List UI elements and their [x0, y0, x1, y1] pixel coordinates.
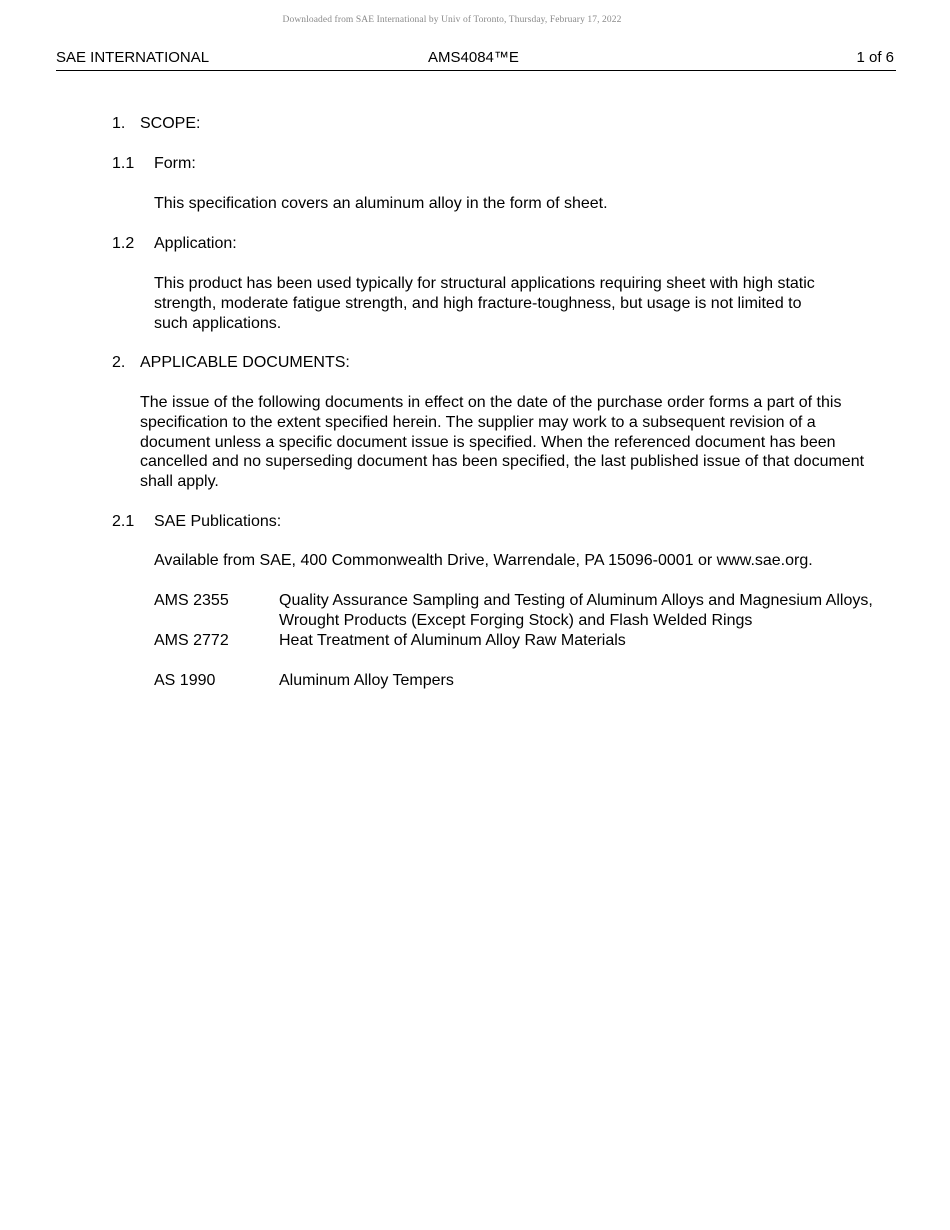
section-2-text: The issue of the following documents in effect on the date of the purchase order forms a part of this specification to the extent specified herein. The supplier may work to a subsequent revision of a document unless a specific document issue is specified. When the referenced document has been cancelled and no superseding document has been specified, the last published issue of that document shall apply. — [140, 394, 865, 491]
section-2-1-title: SAE Publications: — [154, 513, 282, 530]
section-1-2-title: Application: — [154, 235, 237, 252]
reference-code: AMS 2355 — [154, 592, 229, 609]
header-document-id: AMS4084™E — [428, 49, 519, 66]
section-1-2-number: 1.2 — [112, 235, 135, 252]
section-1-number: 1. — [112, 115, 126, 132]
section-1-title: SCOPE: — [140, 115, 201, 132]
reference-title: Quality Assurance Sampling and Testing of Aluminum Alloys and Magnesium Alloys, Wrought Products (Except Forging Stock) and Flash Welded Rings — [279, 592, 873, 629]
reference-title: Aluminum Alloy Tempers — [279, 672, 454, 689]
reference-title: Heat Treatment of Aluminum Alloy Raw Materials — [279, 632, 626, 649]
reference-code: AMS 2772 — [154, 632, 229, 649]
download-watermark: Downloaded from SAE International by Univ of Toronto, Thursday, February 17, 2022 — [282, 15, 622, 25]
section-2-1-number: 2.1 — [112, 513, 135, 530]
section-1-2-text: This product has been used typically for structural applications requiring sheet with high static strength, moderate fatigue strength, and high fracture-toughness, but usage is not limited to such applications. — [154, 275, 815, 332]
section-1-1-title: Form: — [154, 155, 196, 172]
section-2-1-text: Available from SAE, 400 Commonwealth Drive, Warrendale, PA 15096-0001 or www.sae.org. — [154, 552, 813, 569]
header-publisher: SAE INTERNATIONAL — [56, 49, 210, 66]
reference-code: AS 1990 — [154, 672, 216, 689]
section-2-title: APPLICABLE DOCUMENTS: — [140, 354, 350, 371]
header-page-number: 1 of 6 — [856, 49, 894, 66]
section-2-number: 2. — [112, 354, 126, 371]
page-header — [56, 48, 896, 71]
section-1-1-text: This specification covers an aluminum alloy in the form of sheet. — [154, 195, 608, 212]
section-1-1-number: 1.1 — [112, 155, 135, 172]
